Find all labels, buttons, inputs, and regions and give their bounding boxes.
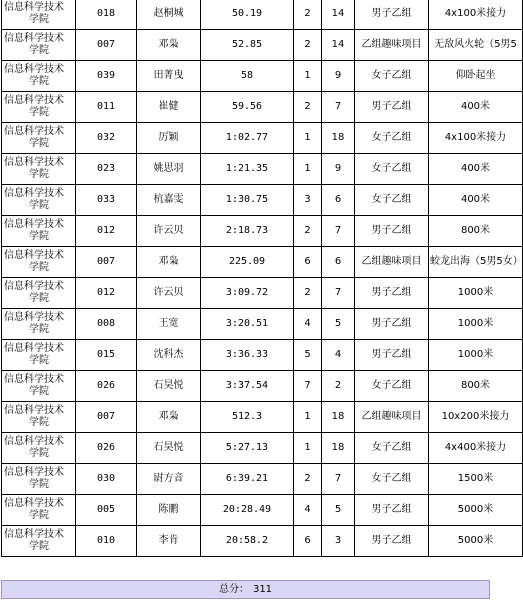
points-cell: 18 xyxy=(322,402,355,433)
athlete-name-cell: 许云贝 xyxy=(137,278,201,309)
athlete-name-cell: 尉方音 xyxy=(137,464,201,495)
event-cell: 1000米 xyxy=(429,340,523,371)
count-cell: 2 xyxy=(294,0,322,30)
event-cell: 4x400米接力 xyxy=(429,433,523,464)
department-cell xyxy=(2,123,76,154)
table-row xyxy=(2,61,523,92)
group-cell: 男子乙组 xyxy=(355,216,429,247)
athlete-number-cell: 033 xyxy=(76,185,137,216)
athlete-number-cell: 026 xyxy=(76,371,137,402)
athlete-name-cell: 崔健 xyxy=(137,92,201,123)
group-cell: 男子乙组 xyxy=(355,495,429,526)
event-cell: 800米 xyxy=(429,371,523,402)
table-row xyxy=(2,495,523,526)
points-cell: 14 xyxy=(322,30,355,61)
athlete-name-cell: 沈科杰 xyxy=(137,340,201,371)
athlete-number-cell: 010 xyxy=(76,526,137,557)
department-line-2: 学院 xyxy=(29,45,49,56)
count-cell: 1 xyxy=(294,154,322,185)
result-cell: 2:18.73 xyxy=(201,216,294,247)
table-row xyxy=(2,464,523,495)
department-cell xyxy=(2,433,76,464)
group-cell: 女子乙组 xyxy=(355,154,429,185)
department-cell xyxy=(2,185,76,216)
points-cell: 5 xyxy=(322,309,355,340)
department-cell xyxy=(2,340,76,371)
group-cell: 乙组趣味项目 xyxy=(355,247,429,278)
athlete-number-cell: 012 xyxy=(76,278,137,309)
table-row xyxy=(2,433,523,464)
athlete-number-cell: 007 xyxy=(76,247,137,278)
department-cell xyxy=(2,216,76,247)
athlete-name-cell: 许云贝 xyxy=(137,216,201,247)
athlete-name-cell: 赵桐城 xyxy=(137,0,201,30)
department-line-1: 信息科学技术 xyxy=(4,64,64,75)
department-line-1: 信息科学技术 xyxy=(4,498,64,509)
event-cell: 1000米 xyxy=(429,278,523,309)
event-cell: 蛟龙出海（5男5女） xyxy=(429,247,523,278)
table-row xyxy=(2,123,523,154)
count-cell: 2 xyxy=(294,30,322,61)
athlete-name-cell: 邓枭 xyxy=(137,30,201,61)
athlete-number-cell: 011 xyxy=(76,92,137,123)
count-cell: 1 xyxy=(294,61,322,92)
event-cell: 1000米 xyxy=(429,309,523,340)
points-cell: 6 xyxy=(322,185,355,216)
athlete-number-cell: 039 xyxy=(76,61,137,92)
table-row xyxy=(2,154,523,185)
result-cell: 3:36.33 xyxy=(201,340,294,371)
department-line-1: 信息科学技术 xyxy=(4,312,64,323)
count-cell: 2 xyxy=(294,278,322,309)
department-line-1: 信息科学技术 xyxy=(4,33,64,44)
table-row xyxy=(2,309,523,340)
department-line-1: 信息科学技术 xyxy=(4,2,64,13)
table-row xyxy=(2,247,523,278)
group-cell: 男子乙组 xyxy=(355,0,429,30)
athlete-number-cell: 008 xyxy=(76,309,137,340)
result-cell: 5:27.13 xyxy=(201,433,294,464)
athlete-number-cell: 023 xyxy=(76,154,137,185)
count-cell: 1 xyxy=(294,123,322,154)
count-cell: 5 xyxy=(294,340,322,371)
result-cell: 20:28.49 xyxy=(201,495,294,526)
points-cell: 18 xyxy=(322,433,355,464)
department-line-2: 学院 xyxy=(29,231,49,242)
department-cell xyxy=(2,495,76,526)
department-line-2: 学院 xyxy=(29,386,49,397)
department-line-2: 学院 xyxy=(29,262,49,273)
group-cell: 乙组趣味项目 xyxy=(355,30,429,61)
athlete-name-cell: 邓枭 xyxy=(137,402,201,433)
event-cell: 800米 xyxy=(429,216,523,247)
event-cell: 400米 xyxy=(429,185,523,216)
department-cell xyxy=(2,402,76,433)
result-cell: 1:21.35 xyxy=(201,154,294,185)
department-line-1: 信息科学技术 xyxy=(4,188,64,199)
table-row xyxy=(2,402,523,433)
result-cell: 225.09 xyxy=(201,247,294,278)
department-line-1: 信息科学技术 xyxy=(4,436,64,447)
result-cell: 3:09.72 xyxy=(201,278,294,309)
group-cell: 乙组趣味项目 xyxy=(355,402,429,433)
total-score-bar xyxy=(1,580,490,599)
points-cell: 7 xyxy=(322,216,355,247)
count-cell: 6 xyxy=(294,247,322,278)
department-cell xyxy=(2,154,76,185)
department-line-1: 信息科学技术 xyxy=(4,126,64,137)
result-cell: 3:20.51 xyxy=(201,309,294,340)
points-cell: 4 xyxy=(322,340,355,371)
department-line-2: 学院 xyxy=(29,417,49,428)
table-row xyxy=(2,92,523,123)
department-line-2: 学院 xyxy=(29,200,49,211)
event-cell: 10x200米接力 xyxy=(429,402,523,433)
result-cell: 3:37.54 xyxy=(201,371,294,402)
event-cell: 无敌风火轮（5男5 xyxy=(429,30,523,61)
department-line-1: 信息科学技术 xyxy=(4,467,64,478)
department-line-1: 信息科学技术 xyxy=(4,281,64,292)
group-cell: 男子乙组 xyxy=(355,278,429,309)
table-row xyxy=(2,526,523,557)
athlete-number-cell: 015 xyxy=(76,340,137,371)
athlete-number-cell: 032 xyxy=(76,123,137,154)
department-line-2: 学院 xyxy=(29,541,49,552)
department-cell xyxy=(2,464,76,495)
athlete-number-cell: 026 xyxy=(76,433,137,464)
group-cell: 男子乙组 xyxy=(355,309,429,340)
count-cell: 4 xyxy=(294,495,322,526)
department-line-2: 学院 xyxy=(29,479,49,490)
table-row xyxy=(2,0,523,30)
group-cell: 女子乙组 xyxy=(355,123,429,154)
athlete-name-cell: 杭嘉雯 xyxy=(137,185,201,216)
department-line-2: 学院 xyxy=(29,324,49,335)
result-cell: 1:30.75 xyxy=(201,185,294,216)
department-line-1: 信息科学技术 xyxy=(4,95,64,106)
result-cell: 50.19 xyxy=(201,0,294,30)
event-cell: 5000米 xyxy=(429,526,523,557)
athlete-number-cell: 007 xyxy=(76,402,137,433)
department-line-1: 信息科学技术 xyxy=(4,529,64,540)
department-cell xyxy=(2,247,76,278)
count-cell: 2 xyxy=(294,216,322,247)
points-cell: 7 xyxy=(322,464,355,495)
department-line-2: 学院 xyxy=(29,510,49,521)
event-cell: 400米 xyxy=(429,92,523,123)
count-cell: 7 xyxy=(294,371,322,402)
points-cell: 2 xyxy=(322,371,355,402)
athlete-name-cell: 石昊悦 xyxy=(137,371,201,402)
result-cell: 512.3 xyxy=(201,402,294,433)
points-cell: 14 xyxy=(322,0,355,30)
table-row xyxy=(2,185,523,216)
department-cell xyxy=(2,92,76,123)
count-cell: 6 xyxy=(294,526,322,557)
total-score-value: 311 xyxy=(252,584,273,595)
athlete-number-cell: 030 xyxy=(76,464,137,495)
department-line-1: 信息科学技术 xyxy=(4,219,64,230)
group-cell: 男子乙组 xyxy=(355,340,429,371)
table-row xyxy=(2,30,523,61)
department-line-1: 信息科学技术 xyxy=(4,374,64,385)
points-cell: 7 xyxy=(322,278,355,309)
count-cell: 3 xyxy=(294,185,322,216)
group-cell: 男子乙组 xyxy=(355,92,429,123)
athlete-name-cell: 李肯 xyxy=(137,526,201,557)
department-line-2: 学院 xyxy=(29,138,49,149)
points-cell: 7 xyxy=(322,92,355,123)
department-line-1: 信息科学技术 xyxy=(4,405,64,416)
points-cell: 6 xyxy=(322,247,355,278)
group-cell: 女子乙组 xyxy=(355,371,429,402)
event-cell: 400米 xyxy=(429,154,523,185)
department-line-2: 学院 xyxy=(29,76,49,87)
athlete-name-cell: 王宽 xyxy=(137,309,201,340)
department-cell xyxy=(2,526,76,557)
results-table xyxy=(1,0,523,557)
count-cell: 1 xyxy=(294,433,322,464)
athlete-number-cell: 007 xyxy=(76,30,137,61)
result-cell: 20:58.2 xyxy=(201,526,294,557)
athlete-name-cell: 姚思羽 xyxy=(137,154,201,185)
department-cell xyxy=(2,0,76,30)
table-row xyxy=(2,216,523,247)
table-row xyxy=(2,371,523,402)
points-cell: 18 xyxy=(322,123,355,154)
result-cell: 58 xyxy=(201,61,294,92)
athlete-number-cell: 012 xyxy=(76,216,137,247)
points-cell: 9 xyxy=(322,154,355,185)
athlete-name-cell: 陈鹏 xyxy=(137,495,201,526)
count-cell: 2 xyxy=(294,464,322,495)
result-cell: 59.56 xyxy=(201,92,294,123)
result-cell: 1:02.77 xyxy=(201,123,294,154)
department-cell xyxy=(2,371,76,402)
table-row xyxy=(2,278,523,309)
department-line-2: 学院 xyxy=(29,107,49,118)
count-cell: 4 xyxy=(294,309,322,340)
department-line-2: 学院 xyxy=(29,169,49,180)
department-line-1: 信息科学技术 xyxy=(4,157,64,168)
event-cell: 4x100米接力 xyxy=(429,123,523,154)
department-line-1: 信息科学技术 xyxy=(4,250,64,261)
event-cell: 仰卧起坐 xyxy=(429,61,523,92)
group-cell: 男子乙组 xyxy=(355,526,429,557)
count-cell: 2 xyxy=(294,92,322,123)
athlete-name-cell: 田菁曳 xyxy=(137,61,201,92)
department-line-2: 学院 xyxy=(29,293,49,304)
points-cell: 3 xyxy=(322,526,355,557)
athlete-name-cell: 石昊悦 xyxy=(137,433,201,464)
group-cell: 女子乙组 xyxy=(355,185,429,216)
department-line-2: 学院 xyxy=(29,448,49,459)
athlete-name-cell: 厉颖 xyxy=(137,123,201,154)
department-cell xyxy=(2,278,76,309)
department-cell xyxy=(2,61,76,92)
result-cell: 52.85 xyxy=(201,30,294,61)
group-cell: 女子乙组 xyxy=(355,464,429,495)
athlete-name-cell: 邓枭 xyxy=(137,247,201,278)
event-cell: 5000米 xyxy=(429,495,523,526)
event-cell: 1500米 xyxy=(429,464,523,495)
department-cell xyxy=(2,309,76,340)
group-cell: 女子乙组 xyxy=(355,433,429,464)
department-cell xyxy=(2,30,76,61)
event-cell: 4x100米接力 xyxy=(429,0,523,30)
count-cell: 1 xyxy=(294,402,322,433)
department-line-2: 学院 xyxy=(29,14,49,25)
athlete-number-cell: 005 xyxy=(76,495,137,526)
results-table-body xyxy=(2,0,523,557)
department-line-2: 学院 xyxy=(29,355,49,366)
group-cell: 女子乙组 xyxy=(355,61,429,92)
result-cell: 6:39.21 xyxy=(201,464,294,495)
table-row xyxy=(2,340,523,371)
points-cell: 9 xyxy=(322,61,355,92)
athlete-number-cell: 018 xyxy=(76,0,137,30)
department-line-1: 信息科学技术 xyxy=(4,343,64,354)
total-score-label: 总分： xyxy=(218,584,249,595)
points-cell: 5 xyxy=(322,495,355,526)
